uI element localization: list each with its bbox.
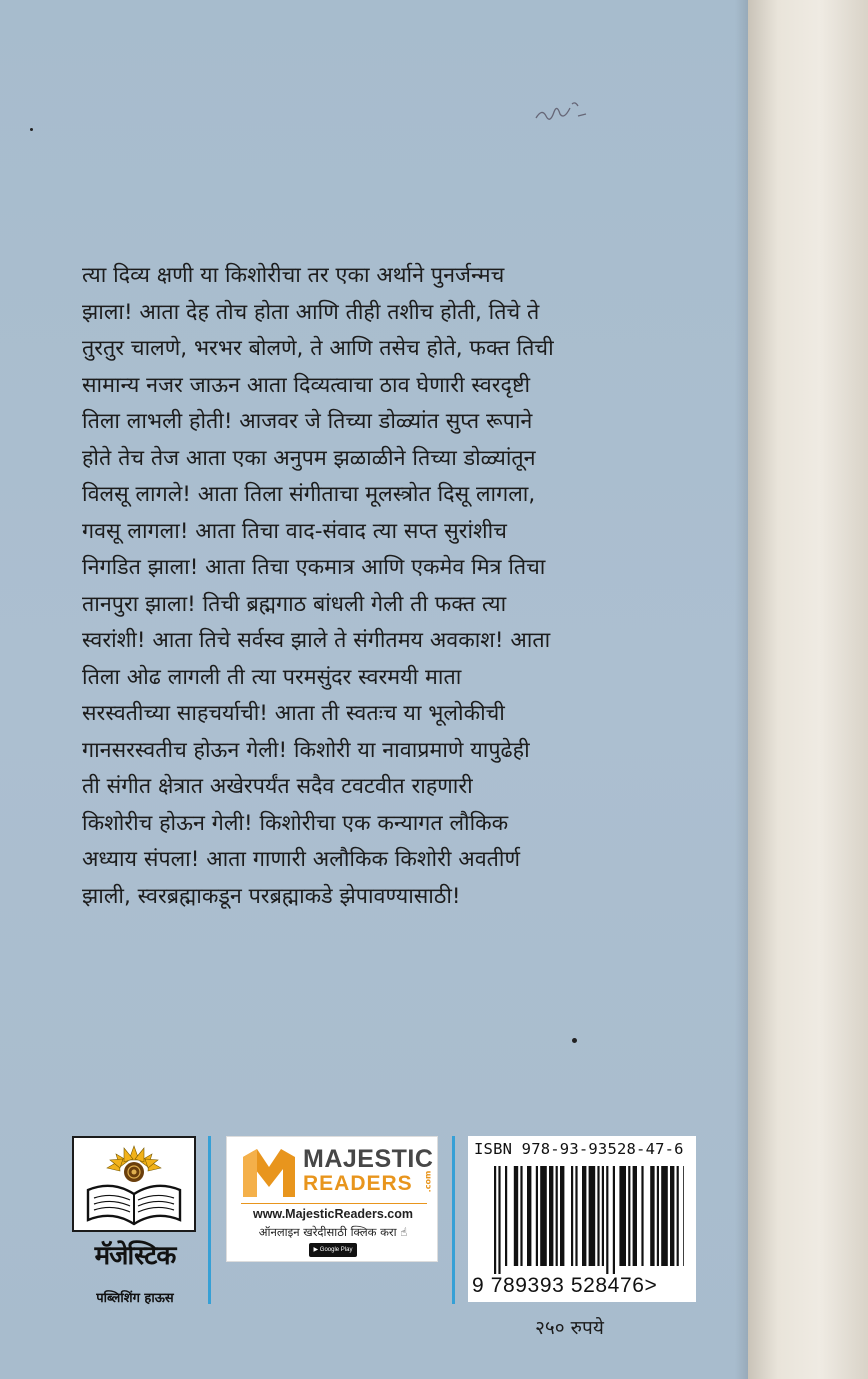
barcode-bar	[633, 1166, 637, 1266]
barcode-bar	[628, 1166, 630, 1266]
barcode-bar	[677, 1166, 679, 1266]
barcode-bar	[606, 1166, 608, 1274]
majestic-readers-ad[interactable]	[226, 1136, 438, 1262]
blurb-line: स्वरांशी! आता तिचे सर्वस्व झाले ते संगीतमय अवकाश! आता	[82, 628, 551, 653]
blurb-line: विलसू लागले! आता तिला संगीताचा मूलस्त्रोत दिसू लागला,	[82, 482, 536, 507]
barcode-bar	[520, 1166, 522, 1266]
barcode-bar	[560, 1166, 564, 1266]
blurb-line: निगडित झाला! आता तिचा एकमात्र आणि एकमेव मित्र तिचा	[82, 555, 546, 580]
blurb-line: गवसू लागला! आता तिचा वाद-संवाद त्या सप्त सुरांशीच	[82, 518, 507, 544]
barcode-bar	[571, 1166, 573, 1266]
blurb-line: अध्याय संपला! आता गाणारी अलौकिक किशोरी अवतीर्ण	[82, 847, 521, 872]
isbn-barcode	[468, 1136, 696, 1302]
publisher-name: मॅजेस्टिक	[94, 1241, 176, 1271]
speck	[30, 128, 33, 131]
brand-line1: MAJESTIC	[303, 1145, 434, 1173]
blurb-line: त्या दिव्य क्षणी या किशोरीचा तर एका अर्थाने पुनर्जन्मच	[82, 263, 505, 288]
isbn-text: ISBN 978-93-93528-47-6	[474, 1140, 684, 1158]
divider-line	[452, 1136, 455, 1304]
barcode-bar	[661, 1166, 668, 1266]
barcode-bar	[613, 1166, 615, 1274]
barcode-number	[472, 1274, 696, 1298]
blurb-line: झाली, स्वरब्रह्माकडून परब्रह्माकडे झेपावण्यासाठी!	[82, 883, 461, 909]
barcode-bar	[582, 1166, 586, 1266]
barcode-bar	[597, 1166, 599, 1266]
barcode-bar	[549, 1166, 553, 1266]
barcode-bar	[505, 1166, 507, 1266]
barcode-bar	[670, 1166, 674, 1266]
blurb-text	[82, 258, 602, 915]
blurb-line: किशोरीच होऊन गेली! किशोरीचा एक कन्यागत लौकिक	[82, 810, 509, 836]
store-url[interactable]: www.MajesticReaders.com	[252, 1207, 414, 1221]
brand-rule	[241, 1203, 427, 1204]
barcode-bar	[650, 1166, 654, 1266]
barcode-bar	[498, 1166, 500, 1274]
blurb-line: ती संगीत क्षेत्रात अखेरपर्यंत सदैव टवटवीत राहणारी	[82, 774, 473, 799]
google-play-badge[interactable]	[309, 1243, 357, 1257]
brand-line2: READERS	[303, 1172, 413, 1195]
buy-online-cta[interactable]: ऑनलाइन खरेदीसाठी क्लिक करा ☝	[258, 1225, 408, 1239]
publisher-subtitle: पब्लिशिंग हाऊस	[96, 1291, 174, 1306]
blurb-line: तुरतुर चालणे, भरभर बोलणे, ते आणि तसेच होते, फक्त तिची	[82, 336, 554, 361]
open-book-sunflower-icon	[74, 1138, 194, 1230]
badge-text: Google Play	[319, 1247, 353, 1253]
barcode-bar	[589, 1166, 596, 1266]
barcode-bar	[540, 1166, 547, 1266]
blurb-line: सरस्वतीच्या साहचर्याची! आता ती स्वतःच या भूलोकीची	[82, 701, 505, 726]
barcode-bar	[556, 1166, 558, 1266]
publisher-logo	[72, 1136, 196, 1232]
barcode-bars	[494, 1166, 684, 1274]
speck	[572, 1038, 577, 1043]
barcode-bar	[536, 1166, 538, 1266]
blurb-line: तिला लाभली होती! आजवर जे तिच्या डोळ्यांत सुप्त रूपाने	[82, 409, 533, 434]
blurb-line: तिला ओढ लागली ती त्या परमसुंदर स्वरमयी माता	[82, 664, 462, 690]
barcode-bar	[657, 1166, 659, 1266]
barcode-digits: 9 789393 528476	[472, 1274, 645, 1297]
barcode-bar	[602, 1166, 604, 1266]
barcode-bar	[641, 1166, 643, 1266]
barcode-bar	[494, 1166, 496, 1274]
blurb-line: सामान्य नजर जाऊन आता दिव्यत्वाचा ठाव घेणारी स्वरदृष्टी	[82, 372, 531, 398]
barcode-bar	[575, 1166, 577, 1266]
blurb-line: गानसरस्वतीच होऊन गेली! किशोरी या नावाप्रमाणे यापुढेही	[82, 737, 530, 763]
divider-line	[208, 1136, 211, 1304]
price: २५० रुपये	[535, 1317, 604, 1339]
majestic-readers-logo-icon	[239, 1145, 299, 1199]
pencil-scribble	[532, 96, 592, 126]
barcode-bar	[683, 1166, 684, 1266]
barcode-bar	[619, 1166, 626, 1266]
barcode-bar	[514, 1166, 518, 1266]
barcode-end-marker: >	[644, 1274, 658, 1297]
brand-suffix: .com	[423, 1170, 433, 1193]
barcode-bar	[527, 1166, 531, 1266]
blurb-line: तानपुरा झाला! तिची ब्रह्मगाठ बांधली गेली ती फक्त त्या	[82, 591, 507, 617]
book-spine-edge	[748, 0, 868, 1379]
blurb-line: होते तेच तेज आता एका अनुपम झळाळीने तिच्या डोळ्यांतून	[82, 445, 536, 471]
blurb-line: झाला! आता देह तोच होता आणि तीही तशीच होती, तिचे ते	[82, 299, 540, 325]
google-play-icon: ▶	[313, 1247, 320, 1253]
